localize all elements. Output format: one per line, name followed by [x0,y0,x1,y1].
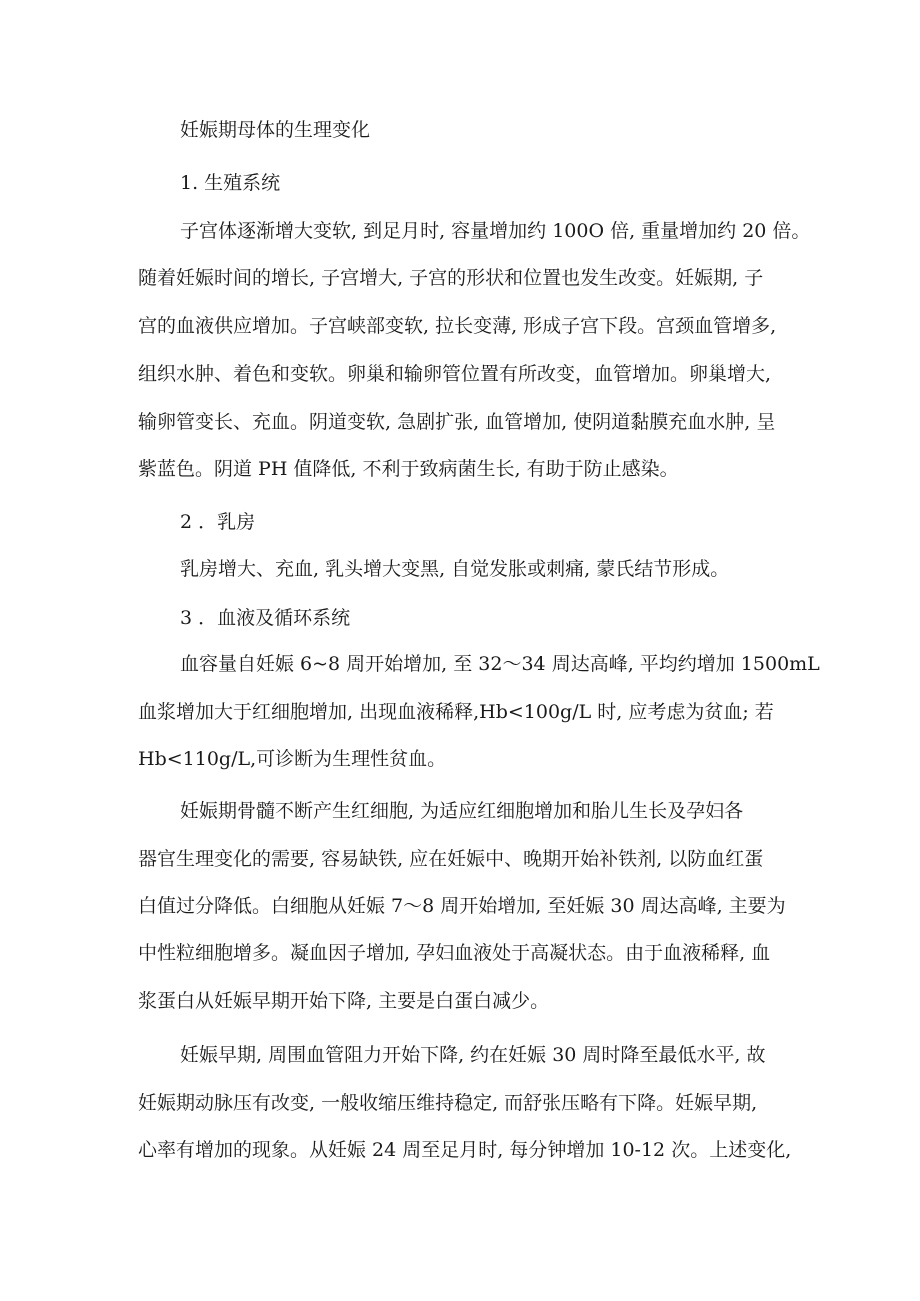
paragraph-line: 妊娠期动脉压有改变, 一般收缩压维持稳定, 而舒张压略有下降。妊娠早期, [138,1092,758,1114]
paragraph-line: 子宫体逐渐增大变软, 到足月时, 容量增加约 100O 倍, 重量增加约 20 倍。 [180,220,811,242]
paragraph-line: 器官生理变化的需要, 容易缺铁, 应在妊娠中、晚期开始补铁剂, 以防血红蛋 [138,848,764,870]
section-heading: 3 ．血液及循环系统 [180,607,351,629]
paragraph-line: 输卵管变长、充血。阴道变软, 急剧扩张, 血管增加, 使阴道黏膜充血水肿, 呈 [138,411,776,433]
paragraph-line: 心率有增加的现象。从妊娠 24 周至足月时, 每分钟增加 10-12 次。上述变化, [138,1139,792,1161]
paragraph-line: 紫蓝色。阴道 PH 值降低, 不利于致病菌生长, 有助于防止感染。 [138,458,679,480]
paragraph-line: 妊娠期骨髓不断产生红细胞, 为适应红细胞增加和胎儿生长及孕妇各 [180,800,744,822]
paragraph-line: 组织水肿、着色和变软。卵巢和输卵管位置有所改变，血管增加。卵巢增大, [138,363,772,385]
paragraph-line: 浆蛋白从妊娠早期开始下降, 主要是白蛋白减少。 [138,990,550,1012]
section-heading: 2 ．乳房 [180,511,256,533]
paragraph-line: 宫的血液供应增加。子宫峡部变软, 拉长变薄, 形成子宫下段。宫颈血管增多, [138,315,777,337]
paragraph-line: 血容量自妊娠 6~8 周开始增加, 至 32～34 周达高峰, 平均约增加 1500mL [180,653,820,675]
paragraph-line: 随着妊娠时间的增长, 子宫增大, 子宫的形状和位置也发生改变。妊娠期, 子 [138,267,764,289]
paragraph-line: 中性粒细胞增多。凝血因子增加, 孕妇血液处于高凝状态。由于血液稀释, 血 [138,942,771,964]
paragraph-line: 乳房增大、充血, 乳头增大变黑, 自觉发胀或刺痛, 蒙氏结节形成。 [180,558,730,580]
paragraph-line: 血浆增加大于红细胞增加, 出现血液稀释,Hb<100g∕L 时, 应考虑为贫血; 若 [138,701,774,723]
section-heading: 1. 生殖系统 [180,172,281,194]
document-title: 妊娠期母体的生理变化 [180,119,371,141]
paragraph-line: 白值过分降低。白细胞从妊娠 7～8 周开始增加, 至妊娠 30 周达高峰, 主要为 [138,895,786,917]
paragraph-line: 妊娠早期, 周围血管阻力开始下降, 约在妊娠 30 周时降至最低水平, 故 [180,1044,766,1066]
paragraph-line: Hb<110g∕L,可诊断为生理性贫血。 [138,748,447,770]
